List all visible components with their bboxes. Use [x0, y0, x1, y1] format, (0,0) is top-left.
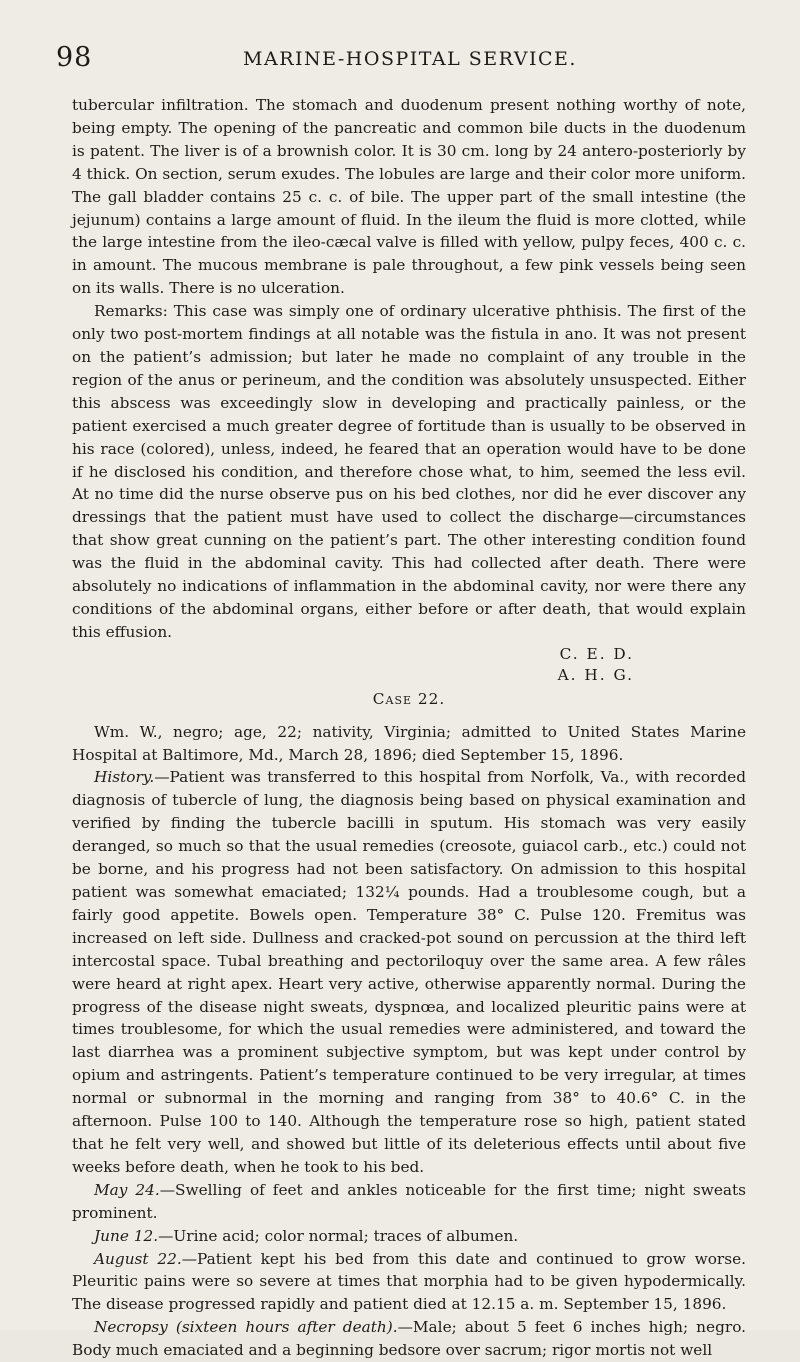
running-head: MARINE-HOSPITAL SERVICE.	[243, 48, 577, 70]
signature-block	[72, 644, 746, 686]
august-22-label: August 22.	[94, 1249, 182, 1268]
history-text: —Patient was transferred to this hospital from Norfolk, Va., with recorded diagnosis of tubercle of lung, the diagnosis being based on physical examination and verified by finding the tubercle bacilli in sputum. His stomach was very easily deranged, so much so that the usual remedies (creosote, guiacol carb., etc.) could not be borne, and his progress had not been satisfactory. On admission to this hospital patient was somewhat emaciated; 132¼ pounds. Had a troublesome cough, but a fairly good appetite. Bowels open. Temperature 38° C. Pulse 120. Fremitus was increased on left side. Dullness and cracked-pot sound on percussion at the third left intercostal space. Tubal breathing and pectoriloquy over the same area. A few râles were heard at right apex. Heart very active, otherwise apparently normal. During the progress of the disease night sweats, dyspnœa, and localized pleuritic pains were at times troublesome, for which the usual remedies were administered, and toward the last diarrhea was a prominent subjective symptom, but was kept under control by opium and astringents. Patient’s temperature continued to be very irregular, at times normal or subnormal in the morning and ranging from 38° to 40.6° C. in the afternoon. Pulse 100 to 140. Although the temperature rose so high, patient stated that he felt very well, and showed but little of its deleterious effects until about five weeks before death, when he took to his bed.	[72, 768, 746, 1176]
necropsy-text: —Male; about 5 feet 6 inches high; negro. Body much emaciated and a beginning bedsore over sacrum; rigor mortis not well	[72, 1318, 746, 1360]
paragraph-necropsy	[72, 1316, 746, 1362]
paragraph-necropsy-continued: tubercular infiltration. The stomach and duodenum present nothing worthy of note, being empty. The opening of the pancreatic and common bile ducts in the duodenum is patent. The liver is of a brownish color. It is 30 cm. long by 24 antero-posteriorly by 4 thick. On section, serum exudes. The lobules are large and their color more uniform. The gall bladder contains 25 c. c. of bile. The upper part of the small intestine (the jejunum) contains a large amount of fluid. In the ileum the fluid is more clotted, while the large intestine from the ileo-cæcal valve is filled with yellow, pulpy feces, 400 c. c. in amount. The mucous membrane is pale throughout, a few pink vessels being seen on its walls. There is no ulceration.	[72, 96, 746, 298]
case-heading: Case 22.	[372, 689, 446, 708]
history-label: History.	[94, 768, 155, 787]
paragraph-remarks: Remarks: This case was simply one of ordinary ulcerative phthisis. The first of the only two post-mortem findings at all notable was the fistula in ano. It was not present on the patient’s admission; but later he made no complaint of any trouble in the region of the anus or perineum, and the condition was absolutely unsuspected. Either this abscess was exceedingly slow in developing and practically painless, or the patient exercised a much greater degree of fortitude than is usually to be observed in his race (colored), unless, indeed, he feared that an operation would have to be done if he disclosed his condition, and therefore chose what, to him, seemed the less evil. At no time did the nurse observe pus on his bed clothes, nor did he ever discover any dressings that the patient must have used to collect the discharge—circumstances that show great cunning on the patient’s part. The other interesting condition found was the fluid in the abdominal cavity. This had collected after death. There were absolutely no indications of inflammation in the abdominal cavity, nor were there any conditions of the abdominal organs, either before or after death, that would explain this effusion.	[72, 302, 746, 641]
page-header	[50, 42, 770, 82]
may-24-text: —Swelling of feet and ankles noticeable for the first time; night sweats prominent.	[72, 1180, 746, 1222]
page-number: 98	[56, 42, 93, 73]
necropsy-label: Necropsy (sixteen hours after death).	[94, 1318, 398, 1337]
signature-initials-2: A. H. G.	[557, 665, 634, 684]
paragraph-june-12	[72, 1225, 746, 1248]
paragraph-history	[72, 766, 746, 1178]
body-text	[72, 94, 746, 1362]
august-22-text: —Patient kept his bed from this date and continued to grow worse. Pleuritic pains were so severe at times that morphia had to be given hypodermically. The disease progressed rapidly and patient died at 12.15 a. m. September 15, 1896.	[72, 1249, 747, 1314]
paragraph-patient-details: Wm. W., negro; age, 22; nativity, Virginia; admitted to United States Marine Hospital at Baltimore, Md., March 28, 1896; died September 15, 1896.	[72, 722, 746, 764]
paragraph-august-22	[72, 1248, 746, 1317]
paragraph-may-24	[72, 1179, 746, 1225]
june-12-label: June 12.	[94, 1226, 159, 1245]
signature-initials-1: C. E. D.	[559, 644, 634, 663]
may-24-label: May 24.	[94, 1180, 160, 1199]
june-12-text: —Urine acid; color normal; traces of albumen.	[158, 1226, 519, 1245]
